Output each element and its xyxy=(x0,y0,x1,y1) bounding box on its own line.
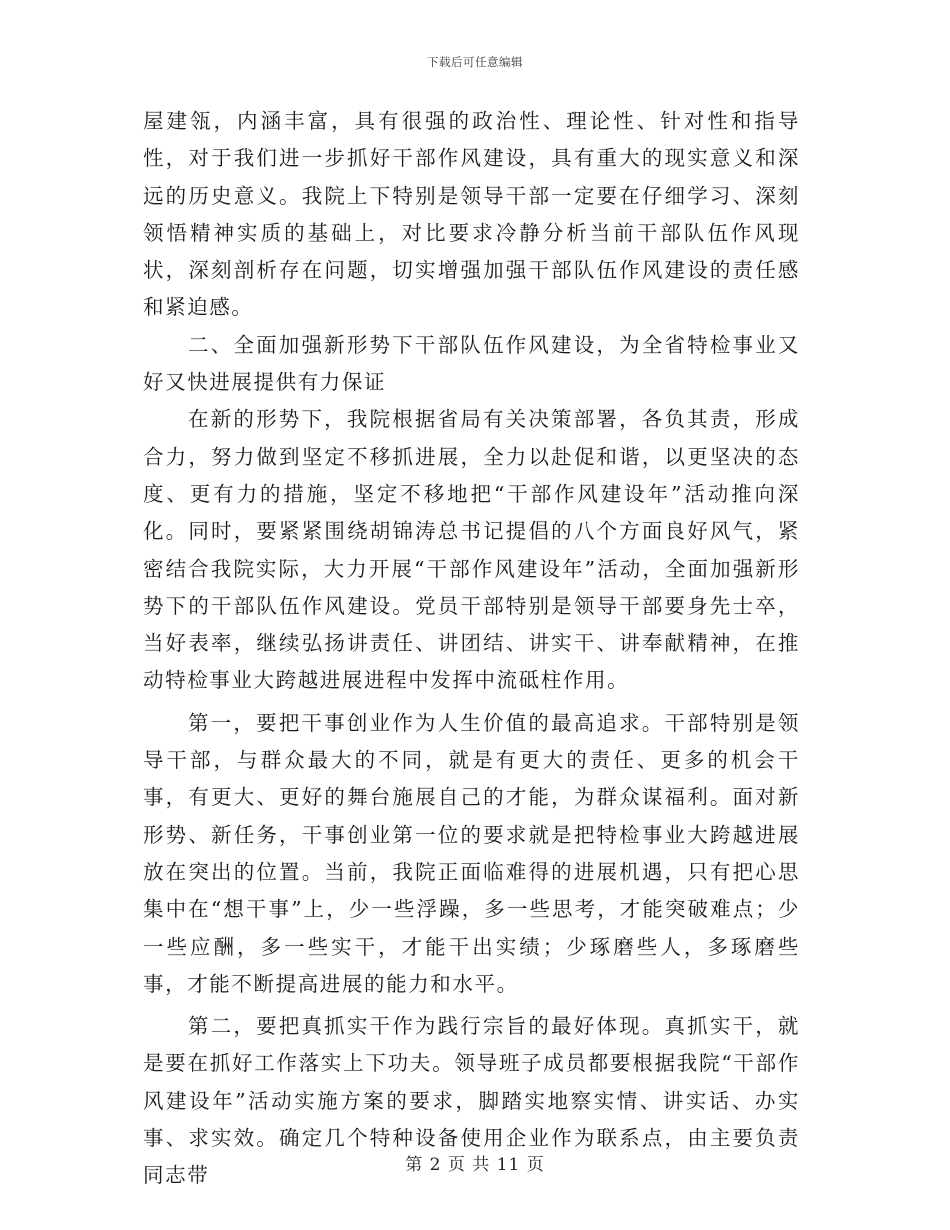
paragraph-new-situation: 在新的形势下，我院根据省局有关决策部署，各负其责，形成合力，努力做到坚定不移抓进展，全力以赴促和谐，以更坚决的态度、更有力的措施，坚定不移地把“干部作风建设年”活动推向深化。同时，要紧紧围绕胡锦涛总书记提倡的八个方面良好风气，紧密结合我院实际，大力开展“干部作风建设年”活动，全面加强新形势下的干部队伍作风建设。党员干部特别是领导干部要身先士卒，当好表率，继续弘扬讲责任、讲团结、讲实干、讲奉献精神，在推动特检事业大跨越进展进程中发挥中流砥柱作用。 xyxy=(143,407,800,693)
paragraph-point-two: 第二，要把真抓实干作为践行宗旨的最好体现。真抓实干，就是要在抓好工作落实上下功夫。领导班子成员都要根据我院“干部作风建设年”活动实施方案的要求，脚踏实地察实情、讲实话、办实事、求实效。确定几个特种设备使用企业作为联系点，由主要负责同志带 xyxy=(143,1014,800,1188)
paragraph-point-one: 第一，要把干事创业作为人生价值的最高追求。干部特别是领导干部，与群众最大的不同，就是有更大的责任、更多的机会干事，有更大、更好的舞台施展自己的才能，为群众谋福利。面对新形势、新任务，干事创业第一位的要求就是把特检事业大跨越进展放在突出的位置。当前，我院正面临难得的进展机遇，只有把心思集中在“想干事”上，少一些浮躁，多一些思考，才能突破难点；少一些应酬，多一些实干，才能干出实绩；少琢磨些人，多琢磨些事，才能不断提高进展的能力和水平。 xyxy=(143,710,800,996)
page-number-footer: 第 2 页 共 11 页 xyxy=(405,1155,545,1175)
paragraph-continuation: 屋建瓴，内涵丰富，具有很强的政治性、理论性、针对性和指导性，对于我们进一步抓好干部作风建设，具有重大的现实意义和深远的历史意义。我院上下特别是领导干部一定要在仔细学习、深刻领悟精神实质的基础上，对比要求冷静分析当前干部队伍作风现状，深刻剖析存在问题，切实增强加强干部队伍作风建设的责任感和紧迫感。 xyxy=(143,109,800,320)
section-heading: 二、全面加强新形势下干部队伍作风建设，为全省特检事业又好又快进展提供有力保证 xyxy=(143,332,800,395)
document-body xyxy=(143,103,800,1195)
page-header: 下载后可任意编辑 xyxy=(427,55,523,69)
